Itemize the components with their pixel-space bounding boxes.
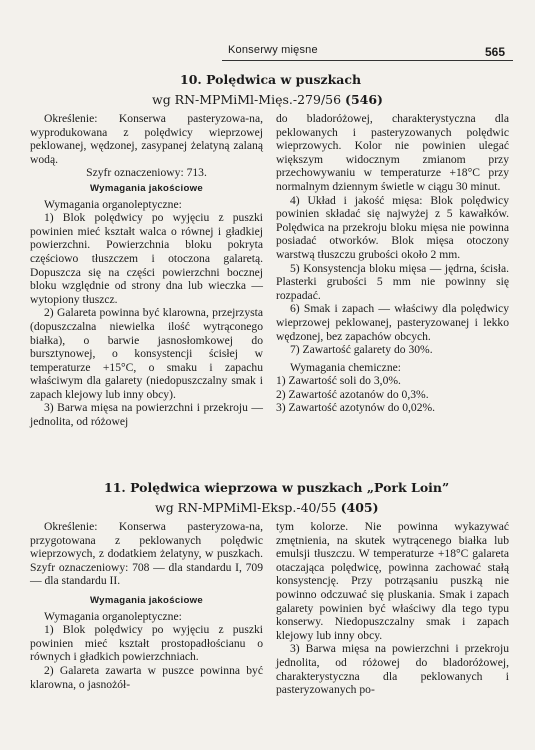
paragraph: 1) Blok polędwicy po wyjęciu z puszki powinien mieć kształt walca o równej i gładkiej powierzchni. Powierzchnia bloku pokryta częściowo tłuszczem i otoczona galaretą. Dopuszcza się na części powierzchni bocznej bloku względnie od strony dna lub wieczka — wytopiony tłuszcz. <box>30 211 263 306</box>
subheading: Wymagania jakościowe <box>90 182 203 194</box>
section-11-norm-code: wg RN-MPMiMl-Eksp.-40/55 <box>155 500 341 515</box>
page-number: 565 <box>485 45 506 59</box>
paragraph: Wymagania chemiczne: <box>290 360 401 374</box>
paragraph: 6) Smak i zapach — właściwy dla polędwicy wieprzowej peklowanej, pasteryzowanej i lekko wędzonej, bez zapachów obcych. <box>276 302 509 343</box>
list-item: 2) Zawartość azotanów do 0,3%. <box>276 387 429 401</box>
section-10-norm-code: wg RN-MPMiMl-Mięs.-279/56 <box>152 92 346 107</box>
section-11-title: 11. Polędwica wieprzowa w puszkach „Pork Loin” <box>104 480 450 495</box>
subheading: Wymagania jakościowe <box>90 594 203 606</box>
paragraph: 2) Galareta zawarta w puszce powinna być klarowna, o jasnożół- <box>30 663 263 691</box>
paragraph: 4) Układ i jakość mięsa: Blok polędwicy powinien składać się najwyżej z 5 kawałków. Polędwica na przekroju bloku mięsa nie powinna posiadać otworków. Blok mięsa otoczony warstwą tłuszczu grubości około 2 mm. <box>276 193 509 261</box>
list-item: 1) Zawartość soli do 3,0%. <box>276 374 401 388</box>
paragraph: 7) Zawartość galarety do 30%. <box>290 343 433 357</box>
section-10-norm <box>152 92 383 107</box>
paragraph: Wymagania organoleptyczne: <box>44 609 182 623</box>
section-11-left-column <box>30 520 263 691</box>
section-10-left-column <box>30 112 263 429</box>
section-11-right-column <box>276 520 509 697</box>
paragraph: tym kolorze. Nie powinna wykazywać zmętnienia, na skutek wytrącenego białka lub emulsji tłuszczu. W temperaturze +18°C galareta otaczająca polędwicę, powinna zachować stałą konsystencję. Przy potrząsaniu puszką nie powinno odczuwać się pluskania. Smak i zapach galarety powinien być właściwy dla tego typu konserwy. Niedopuszczalny smak i zapach klejowy lub inny obcy. <box>276 520 509 642</box>
running-title: Konserwy mięsne <box>228 44 318 56</box>
section-10-title: 10. Polędwica w puszkach <box>180 72 362 87</box>
paragraph: Określenie: Konserwa pasteryzowa-na, wyprodukowana z polędwicy wieprzowej peklowanej, wędzonej, zasypanej żelatyną zalaną wodą. <box>30 112 263 166</box>
paragraph: 3) Barwa mięsa na powierzchni i przekroju — jednolita, od różowej <box>30 401 263 429</box>
paragraph: 1) Blok polędwicy po wyjęciu z puszki powinien mieć kształt prostopadłościanu o równych i gładkich powierzchniach. <box>30 623 263 664</box>
paragraph: Określenie: Konserwa pasteryzowa-na, przygotowana z peklowanych polędwic wieprzowych, z dodatkiem żelatyny, w puszkach. Szyfr oznaczeniowy: 708 — dla standardu I, 709 — dla standardu II. <box>30 520 263 588</box>
header-rule <box>222 60 513 61</box>
paragraph: 2) Galareta powinna być klarowna, przejrzysta (dopuszczalna niewielka ilość wytrąconego białka), o barwie jasnosłomkowej do bursztynowej, o konsystencji ścisłej w temperaturze +15°C, o smaku i zapachu właściwym dla galarety (niedopuszczalny smak i zapach klejowy lub inny obcy). <box>30 306 263 401</box>
list-item: 3) Zawartość azotynów do 0,02%. <box>276 401 436 415</box>
section-11-norm <box>155 500 379 515</box>
paragraph: do bladoróżowej, charakterystyczna dla peklowanych i pasteryzowanych polędwic wieprzowych. Kolor nie powinien ulegać większym widocznym zmianom przy przechowywaniu w temperaturze +18°C przy normalnym dziennym świetle w ciągu 30 minut. <box>276 112 509 193</box>
paragraph: Wymagania organoleptyczne: <box>44 197 182 211</box>
paragraph: 3) Barwa mięsa na powierzchni i przekroju jednolita, od różowej do bladoróżowej, charakterystyczna dla peklowanych i pasteryzowanych po- <box>276 642 509 697</box>
section-10-norm-number: (546) <box>345 92 383 107</box>
section-11-norm-number: (405) <box>340 500 379 515</box>
paragraph: 5) Konsystencja bloku mięsa — jędrna, ścisła. Plasterki grubości 5 mm nie powinny się rozpadać. <box>276 261 509 302</box>
paragraph: Szyfr oznaczeniowy: 713. <box>86 166 207 180</box>
section-10-right-column <box>276 112 509 415</box>
